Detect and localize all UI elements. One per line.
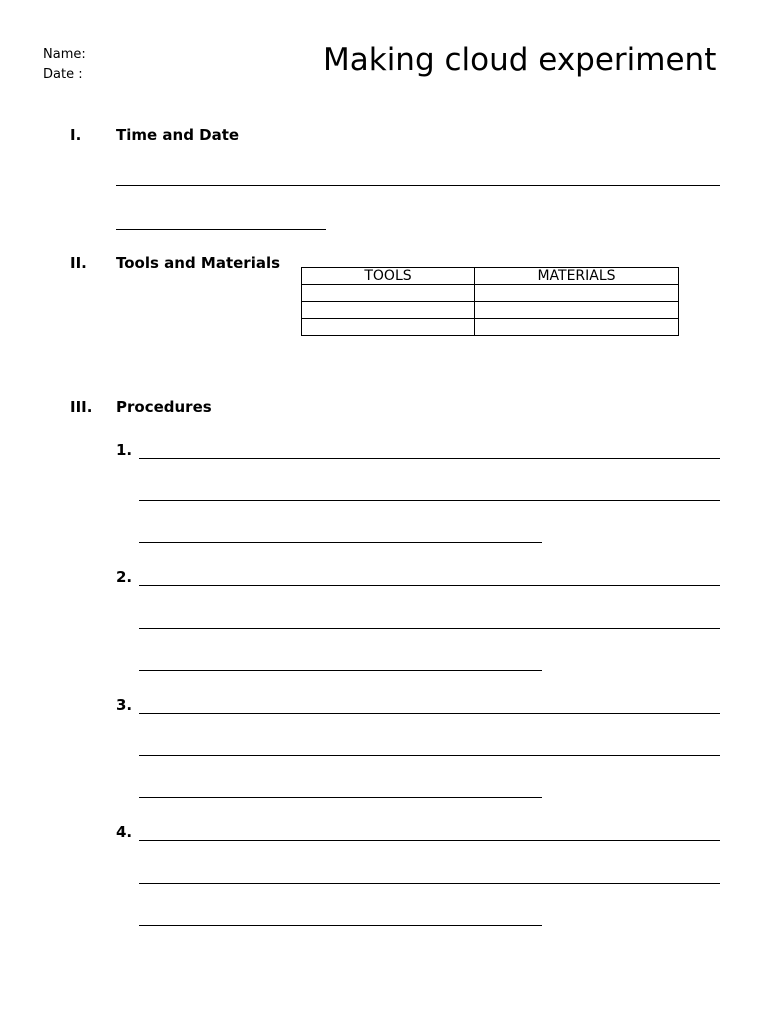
tools-cell[interactable] <box>302 302 475 319</box>
materials-cell[interactable] <box>475 319 679 336</box>
section-1-heading: Time and Date <box>116 126 240 144</box>
procedure-2-line-1[interactable] <box>139 585 720 586</box>
procedure-3-line-3[interactable] <box>139 797 542 798</box>
table-row <box>302 302 679 319</box>
time-date-line-1[interactable] <box>116 185 720 186</box>
materials-column-header: MATERIALS <box>475 268 679 285</box>
procedure-4-number: 4. <box>116 823 133 841</box>
document-title: Making cloud experiment <box>323 42 717 78</box>
procedure-2-line-3[interactable] <box>139 670 542 671</box>
procedure-4-line-1[interactable] <box>139 840 720 841</box>
procedure-4-line-3[interactable] <box>139 925 542 926</box>
table-row <box>302 319 679 336</box>
materials-cell[interactable] <box>475 285 679 302</box>
tools-column-header: TOOLS <box>302 268 475 285</box>
procedure-3-line-1[interactable] <box>139 713 720 714</box>
procedure-1-number: 1. <box>116 441 133 459</box>
section-3-numeral: III. <box>70 398 93 416</box>
date-label: Date : <box>43 67 83 82</box>
name-label: Name: <box>43 47 86 62</box>
tools-materials-table <box>301 267 679 336</box>
procedure-3-line-2[interactable] <box>139 755 720 756</box>
procedure-1-line-3[interactable] <box>139 542 542 543</box>
section-3-heading: Procedures <box>116 398 212 416</box>
table-row <box>302 285 679 302</box>
procedure-1-line-1[interactable] <box>139 458 720 459</box>
section-2-heading: Tools and Materials <box>116 254 281 272</box>
tools-cell[interactable] <box>302 285 475 302</box>
time-date-line-2[interactable] <box>116 229 326 230</box>
materials-cell[interactable] <box>475 302 679 319</box>
procedure-2-number: 2. <box>116 568 133 586</box>
tools-cell[interactable] <box>302 319 475 336</box>
table-header-row <box>302 268 679 285</box>
procedure-4-line-2[interactable] <box>139 883 720 884</box>
procedure-3-number: 3. <box>116 696 133 714</box>
procedure-2-line-2[interactable] <box>139 628 720 629</box>
procedure-1-line-2[interactable] <box>139 500 720 501</box>
section-2-numeral: II. <box>70 254 87 272</box>
section-1-numeral: I. <box>70 126 82 144</box>
